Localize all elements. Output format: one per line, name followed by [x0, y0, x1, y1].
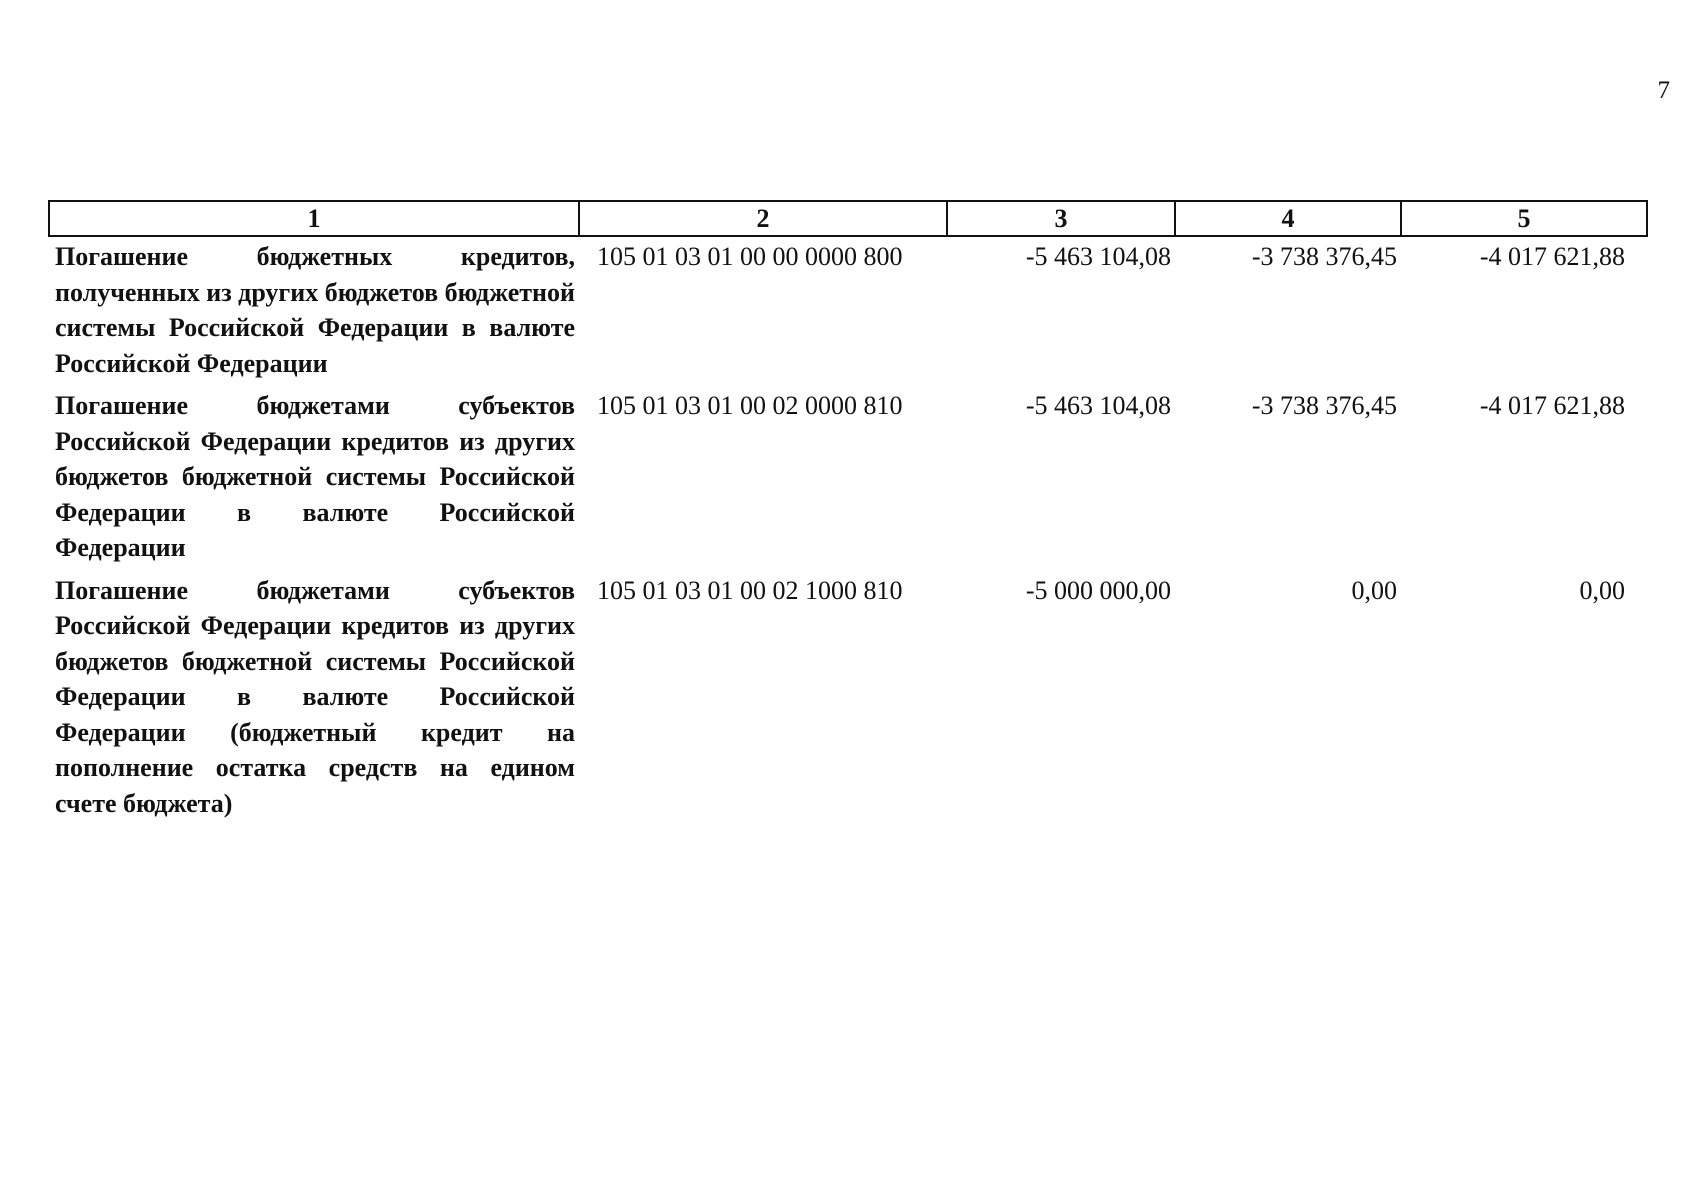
- column-header-1: 1: [49, 201, 579, 236]
- column-header-2: 2: [579, 201, 947, 236]
- row-value-3: -5 000 000,00: [1025, 575, 1171, 605]
- row-value-4: 0,00: [1351, 575, 1397, 605]
- table-row: [49, 566, 1647, 822]
- row-name: Погашение бюджетами субъектов Российской Федерации кредитов из других бюджетов бюджетной системы Российской Федерации в валюте Российской Федерации: [55, 391, 575, 562]
- header-row: [49, 201, 1647, 236]
- page-number: 7: [1657, 77, 1670, 104]
- column-header-5: 5: [1401, 201, 1647, 236]
- table-row: [49, 236, 1647, 381]
- table-row: [49, 381, 1647, 566]
- row-code: 105 01 03 01 00 02 1000 810: [597, 575, 903, 605]
- budget-table: [48, 200, 1648, 821]
- row-value-4: -3 738 376,45: [1251, 242, 1397, 271]
- column-header-4: 4: [1175, 201, 1401, 236]
- row-value-4: -3 738 376,45: [1251, 391, 1397, 420]
- row-value-5: -4 017 621,88: [1479, 391, 1625, 420]
- row-name: Погашение бюджетами субъектов Российской Федерации кредитов из других бюджетов бюджетной системы Российской Федерации в валюте Российской Федерации (бюджетный кредит на пополнение остатка средств на едином счете бюджета): [55, 575, 575, 818]
- row-value-3: -5 463 104,08: [1025, 242, 1171, 271]
- row-code: 105 01 03 01 00 00 0000 800: [597, 242, 903, 271]
- row-value-3: -5 463 104,08: [1025, 391, 1171, 420]
- row-code: 105 01 03 01 00 02 0000 810: [597, 391, 903, 420]
- row-value-5: 0,00: [1579, 575, 1625, 605]
- row-value-5: -4 017 621,88: [1479, 242, 1625, 271]
- column-header-3: 3: [947, 201, 1175, 236]
- row-name: Погашение бюджетных кредитов, полученных из других бюджетов бюджетной системы Российской Федерации в валюте Российской Федерации: [55, 242, 575, 378]
